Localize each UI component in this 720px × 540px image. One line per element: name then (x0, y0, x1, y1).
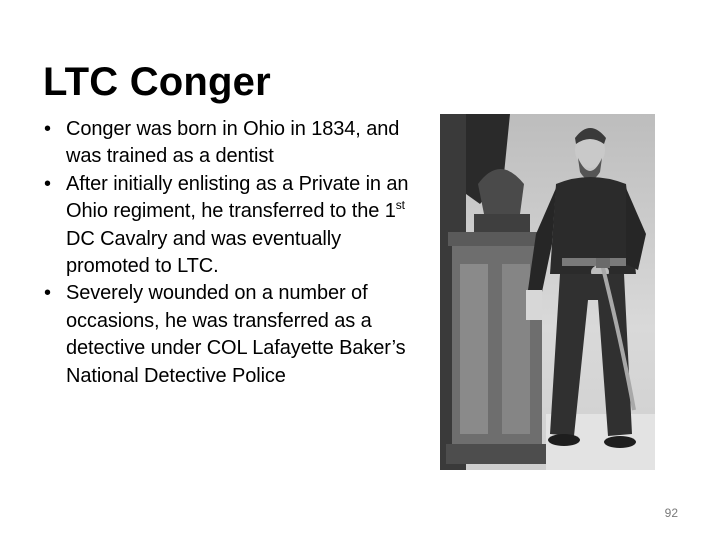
portrait-photo (440, 114, 655, 470)
bullet-item-service (44, 171, 416, 281)
slide-title: LTC Conger (43, 60, 271, 104)
bullet-text-before: After initially enlisting as a Private in an Ohio regiment, he transferred to the 1 (66, 172, 409, 223)
bullet-marker: • (44, 118, 51, 140)
portrait-illustration (440, 114, 655, 470)
bullet-marker: • (44, 172, 51, 195)
bullet-marker: • (44, 282, 51, 305)
page-number: 92 (664, 506, 678, 520)
bullet-text: Conger was born in Ohio in 1834, and was trained as a dentist (66, 118, 400, 168)
bullet-text: Severely wounded on a number of occasions, he was transferred as a detective under COL Lafayette Baker’s National Detective Police (66, 282, 406, 387)
bullet-item-birth (44, 116, 416, 171)
ordinal-suffix: st (395, 198, 405, 213)
bullet-item-detective (44, 280, 416, 390)
bullet-list (44, 116, 416, 390)
bullet-text-after: DC Cavalry and was eventually promoted to LTC. (66, 227, 342, 278)
